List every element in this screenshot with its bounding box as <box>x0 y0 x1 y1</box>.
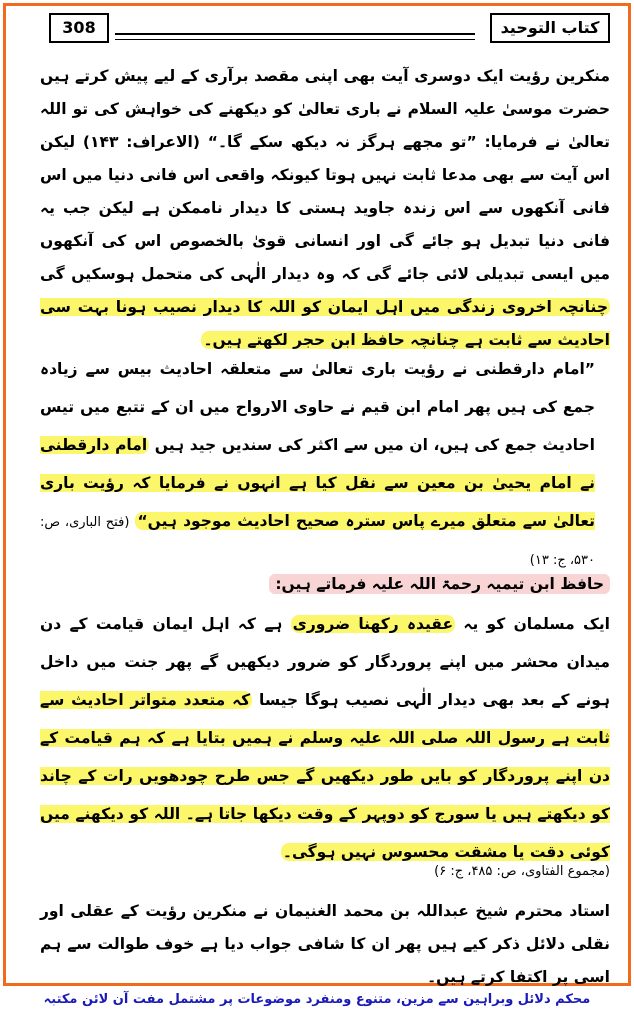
quote-2-highlight-1: عقیدہ رکھنا ضروری <box>292 615 454 633</box>
quote-2-text-mid: ہے کہ اہل ایمان قیامت کے دن میدان محشر میں اپنے پروردگار کو ضرور دیکھیں گے پھر جنت میں داخل ہونے کے بعد بھی دیدار الٰہی نصیب ہوگا جیسا <box>40 615 610 709</box>
quote-block-2 <box>40 605 610 871</box>
main-paragraph <box>40 60 610 357</box>
quote-2-reference-row <box>40 860 610 884</box>
section-heading-row <box>40 568 610 601</box>
closing-paragraph <box>40 895 610 994</box>
book-title-box: کتاب التوحید <box>490 13 610 43</box>
quote-1-highlight: امام دارقطنی نے امام یحییٰ بن معین سے نقل کیا ہے انہوں نے فرمایا کہ رؤیت باری تعالیٰ سے متعلق میرے پاس سترہ صحیح احادیث موجود ہیں“ <box>40 436 595 530</box>
quote-2-reference: (مجموع الفتاوی، ص: ۴۸۵، ج: ۶) <box>434 864 610 879</box>
paragraph-1-text: منکرین رؤیت ایک دوسری آیت بھی اپنی مقصد برآری کے لیے پیش کرتے ہیں حضرت موسیٰ علیہ السلام نے باری تعالیٰ کو دیکھنے کی خواہش کی تو اللہ تعالیٰ نے فرمایا: ”تو مجھے ہرگز نہ دیکھ سکے گا۔“ (الاعراف: ۱۴۳) لیکن اس آیت سے بھی مدعا ثابت نہیں ہوتا کیونکہ واقعی اس فانی دنیا میں اس فانی آنکھوں سے اس زندہ جاوید ہستی کا دیدار ناممکن ہے لیکن جب یہ فانی دنیا تبدیل ہو جائے گی اور انسانی قویٰ بالخصوص اس کی آنکھوں میں ایسی تبدیلی لائی جائے گی کہ وہ دیدار الٰہی کی متحمل ہوسکیں گی <box>40 67 611 283</box>
paragraph-1-highlight: چنانچہ اخروی زندگی میں اہل ایمان کو اللہ کا دیدار نصیب ہونا بہت سی احادیث سے ثابت ہے چنانچہ حافظ ابن حجر لکھتے ہیں۔ <box>40 298 610 349</box>
quote-2-highlight-2: کہ متعدد متواتر احادیث سے ثابت ہے رسول اللہ صلی اللہ علیہ وسلم نے ہمیں بتایا ہے کہ ہم قیامت کے دن اپنے پروردگار کو بایں طور دیکھیں گے جس طرح چودھویں رات کے چاند کو دیکھتے ہیں یا سورج کو دوپہر کے وقت دیکھا جاتا ہے۔ اللہ کو دیکھنے میں کوئی دقت یا مشقت محسوس نہیں ہوگی۔ <box>40 691 610 861</box>
quote-1 <box>40 350 595 578</box>
page-header <box>45 13 610 47</box>
paragraph-1 <box>40 60 610 357</box>
header-rule-thin <box>115 39 475 40</box>
quote-2 <box>40 605 610 871</box>
footer-tagline: محکم دلائل وبراہین سے مزین، متنوع ومنفرد موضوعات پر مشتمل مفت آن لائن مکتبہ <box>43 992 591 1007</box>
page-number-box: 308 <box>49 13 109 43</box>
quote-block-1 <box>40 350 595 578</box>
quote-2-text-start: ایک مسلمان کو یہ <box>463 615 610 633</box>
ibn-taymiyya-heading: حافظ ابن تیمیہ رحمۃ اللہ علیہ فرماتے ہیں: <box>269 574 610 594</box>
header-rule <box>115 33 475 35</box>
quote-1-text: ”امام دارقطنی نے رؤیت باری تعالیٰ سے متعلقہ احادیث بیس سے زیادہ جمع کی ہیں پھر امام ابن قیم نے حاوی الارواح میں ان کے تتبع میں تیس احادیث جمع کی ہیں، ان میں سے اکثر کی سندیں جید ہیں <box>40 360 595 454</box>
quote-1-reference: (فتح الباری، ص: ۵۳۰، ج: ۱۳) <box>40 515 595 568</box>
paragraph-last: استاد محترم شیخ عبداللہ بن محمد الغنیمان نے منکرین رؤیت کے عقلی اور نقلی دلائل ذکر کیے ہیں پھر ان کا شافی جواب دیا ہے خوف طوالت سے ہم اسی پر اکتفا کرتے ہیں۔ <box>40 902 610 986</box>
